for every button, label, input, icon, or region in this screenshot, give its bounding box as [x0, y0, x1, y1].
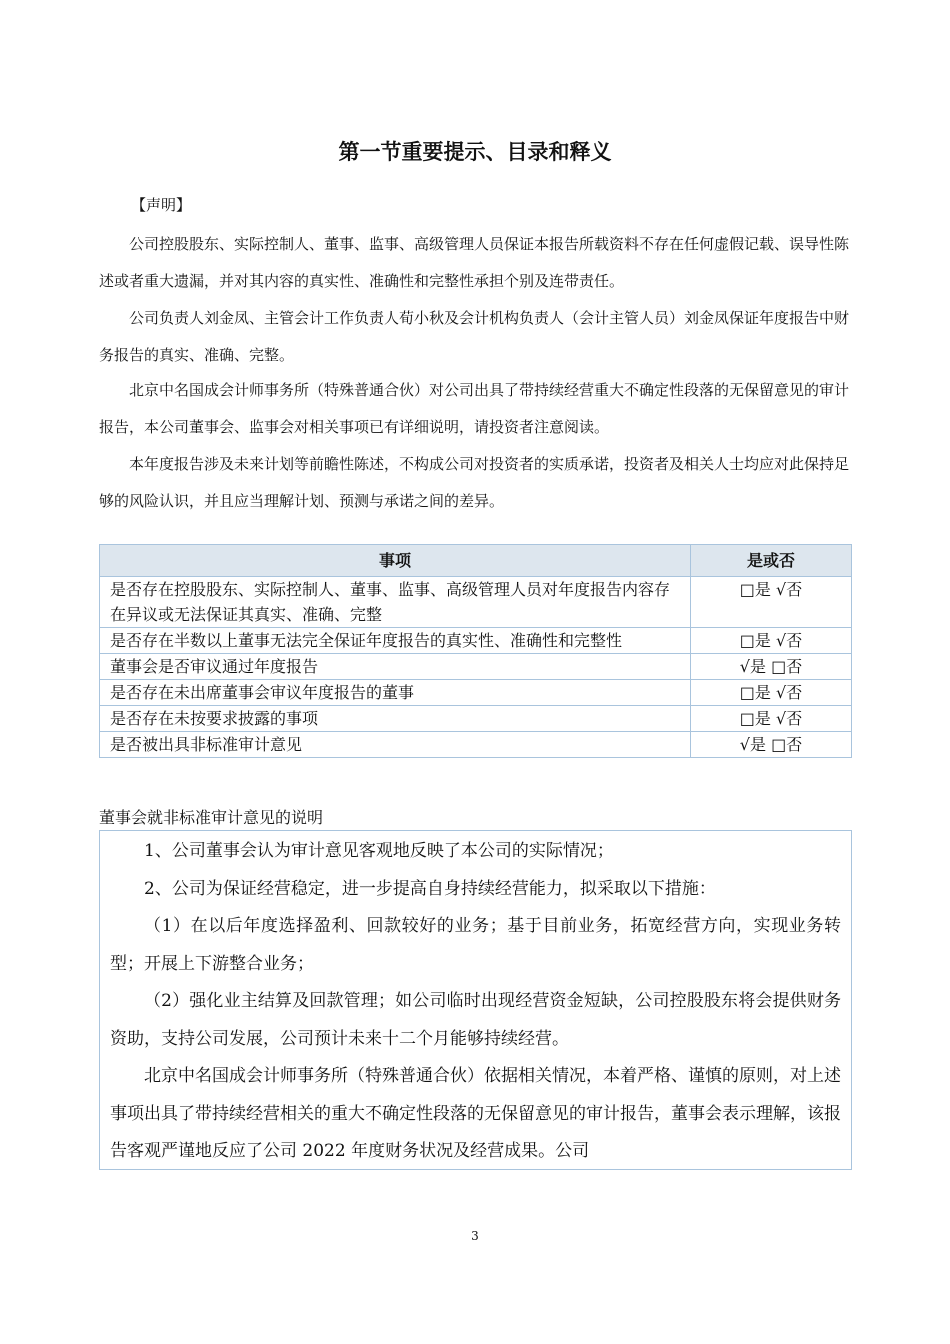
statement-paragraph: 本年度报告涉及未来计划等前瞻性陈述，不构成公司对投资者的实质承诺，投资者及相关人士均应对此保持足够的风险认识，并且应当理解计划、预测与承诺之间的差异。 — [99, 455, 850, 510]
note-paragraph: 北京中名国成会计师事务所（特殊普通合伙）依据相关情况，本着严格、谨慎的原则，对上述事项出具了带持续经营相关的重大不确定性段落的无保留意见的审计报告，董事会表示理解，该报告客观严谨地反应了公司 2022 年度财务状况及经营成果。公司 — [110, 1066, 841, 1161]
column-header-item: 事项 — [100, 545, 691, 577]
answer-cell: √是 □否 — [691, 654, 852, 680]
item-cell: 是否存在半数以上董事无法完全保证年度报告的真实性、准确性和完整性 — [100, 628, 691, 654]
item-cell: 是否被出具非标准审计意见 — [100, 732, 691, 758]
answer-cell: □是 √否 — [691, 577, 852, 628]
note-paragraph: （2）强化业主结算及回款管理；如公司临时出现经营资金短缺，公司控股股东将会提供财务资助，支持公司发展，公司预计未来十二个月能够持续经营。 — [110, 991, 841, 1049]
item-cell: 是否存在控股股东、实际控制人、董事、监事、高级管理人员对年度报告内容存在异议或无法保证其真实、准确、完整 — [100, 577, 691, 628]
note-paragraph: 1、公司董事会认为审计意见客观地反映了本公司的实际情况； — [144, 841, 614, 861]
answer-cell: □是 √否 — [691, 706, 852, 732]
item-cell: 董事会是否审议通过年度报告 — [100, 654, 691, 680]
answer-cell: √是 □否 — [691, 732, 852, 758]
confirmation-table — [99, 544, 852, 758]
statement-paragraph: 北京中名国成会计师事务所（特殊普通合伙）对公司出具了带持续经营重大不确定性段落的无保留意见的审计报告，本公司董事会、监事会对相关事项已有详细说明，请投资者注意阅读。 — [99, 381, 850, 436]
column-header-answer: 是或否 — [691, 545, 852, 577]
table-header-row — [100, 545, 852, 577]
table-row — [100, 732, 852, 758]
table-row — [100, 680, 852, 706]
item-cell: 是否存在未出席董事会审议年度报告的董事 — [100, 680, 691, 706]
item-cell: 是否存在未按要求披露的事项 — [100, 706, 691, 732]
page-title: 第一节重要提示、目录和释义 — [338, 140, 612, 164]
table-row — [100, 628, 852, 654]
declaration-label: 【声明】 — [131, 196, 192, 214]
note-paragraph: 2、公司为保证经营稳定，进一步提高自身持续经营能力，拟采取以下措施： — [144, 878, 716, 899]
answer-cell: □是 √否 — [691, 628, 852, 654]
note-label: 董事会就非标准审计意见的说明 — [99, 808, 324, 827]
table-row — [100, 577, 852, 628]
note-paragraph: （1）在以后年度选择盈利、回款较好的业务；基于目前业务，拓宽经营方向，实现业务转型；开展上下游整合业务； — [110, 916, 841, 974]
table-row — [100, 654, 852, 680]
page-number: 3 — [471, 1229, 479, 1243]
answer-cell: □是 √否 — [691, 680, 852, 706]
statement-paragraph: 公司负责人刘金凤、主管会计工作负责人荀小秋及会计机构负责人（会计主管人员）刘金凤保证年度报告中财务报告的真实、准确、完整。 — [99, 309, 850, 364]
note-box — [99, 830, 852, 1170]
statement-paragraph: 公司控股股东、实际控制人、董事、监事、高级管理人员保证本报告所载资料不存在任何虚假记载、误导性陈述或者重大遗漏，并对其内容的真实性、准确性和完整性承担个别及连带责任。 — [99, 235, 850, 290]
table-row — [100, 706, 852, 732]
